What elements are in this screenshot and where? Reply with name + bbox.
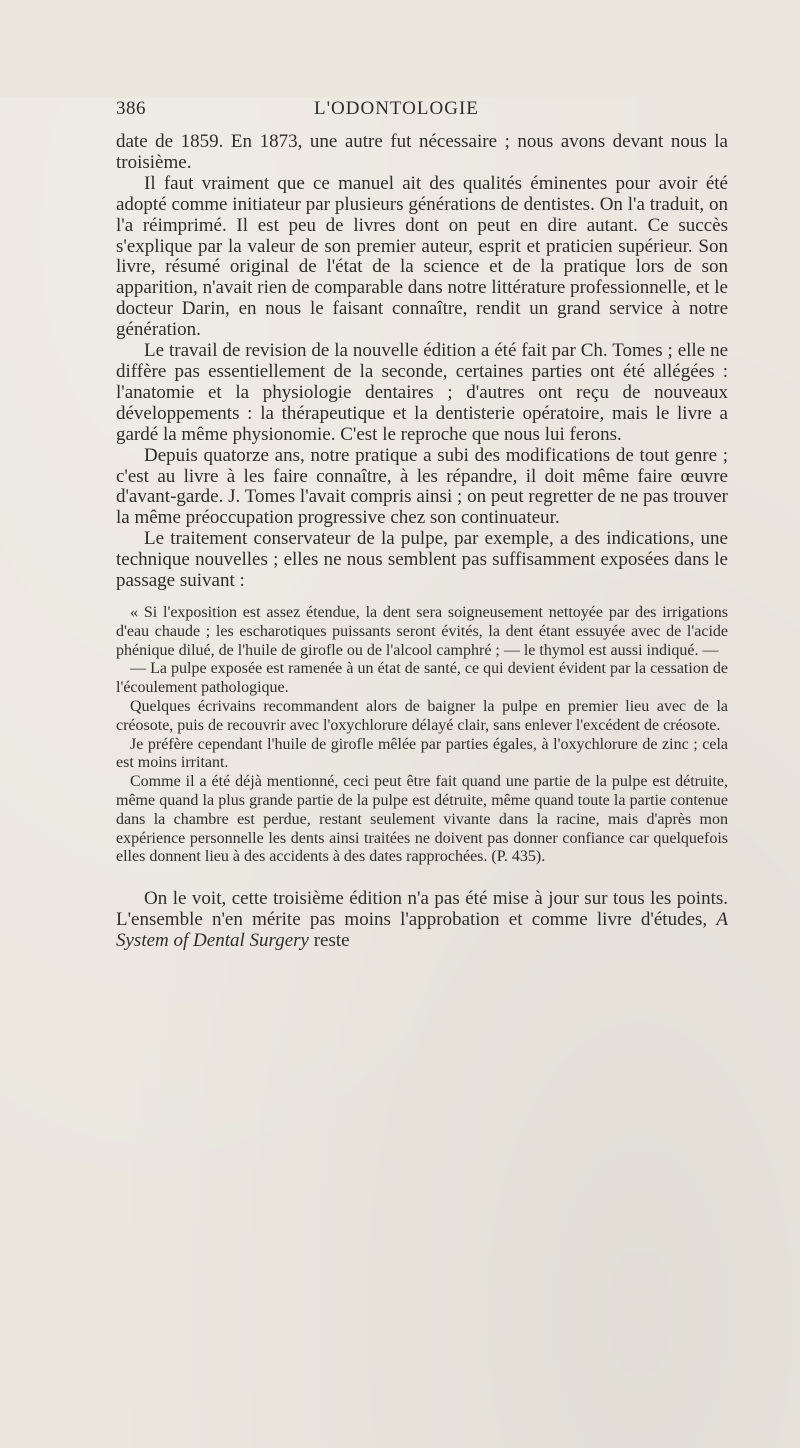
quote-paragraph: — La pulpe exposée est ramenée à un état de santé, ce qui devient évident par la cessation de l'écoulement pathologique.	[116, 660, 728, 697]
paragraph: Le traitement conservateur de la pulpe, par exemple, a des indications, une technique nouvelles ; elles ne nous semblent pas suffisamment exposées dans le passage suivant :	[116, 528, 728, 592]
page-header	[116, 98, 728, 128]
paragraph: Il faut vraiment que ce manuel ait des qualités éminentes pour avoir été adopté comme initiateur par plusieurs générations de dentistes. On l'a traduit, on l'a réimprimé. Il est peu de livres dont on peut en dire autant. Ce succès s'explique par la valeur de son premier auteur, esprit et praticien supérieur. Son livre, résumé original de l'état de la science et de la pratique lors de son apparition, n'avait rien de comparable dans notre littérature professionnelle, et le docteur Darin, en nous le faisant connaître, rendit un grand service à notre génération.	[116, 172, 728, 341]
quote-paragraph: Comme il a été déjà mentionné, ceci peut être fait quand une partie de la pulpe est détruite, même quand la plus grande partie de la pulpe est détruite, même quand toute la partie contenue dans la chambre est perdue, restant seulement vivante dans la racine, mais d'après mon expérience personnelle les dents ainsi traitées ne doivent pas donner confiance car quelquefois elles donnent lieu à des accidents à des dates rapprochées. (P. 435).	[116, 773, 728, 866]
paragraph: Depuis quatorze ans, notre pratique a subi des modifications de tout genre ; c'est au livre à les faire connaître, à les répandre, il doit même faire œuvre d'avant-garde. J. Tomes l'avait compris ainsi ; on peut regretter de ne pas trouver la même préoccupation progressive chez son continuateur.	[116, 444, 728, 529]
closing-text-end: reste	[308, 929, 350, 951]
closing-paragraph	[116, 889, 728, 952]
running-title: L'ODONTOLOGIE	[314, 98, 479, 119]
book-title: A System of Dental Surgery	[116, 909, 728, 951]
page	[0, 98, 800, 1448]
paragraph: Le travail de revision de la nouvelle édition a été fait par Ch. Tomes ; elle ne diffère pas essentiellement de la seconde, certaines parties ont été allégées : l'anatomie et la physiologie dentaires ; d'autres ont reçu de nouveaux développements : la thérapeutique et la dentisterie opératoire, mais le livre a gardé la même physionomie. C'est le reproche que nous lui ferons.	[116, 340, 728, 445]
paragraph: date de 1859. En 1873, une autre fut nécessaire ; nous avons devant nous la troisième.	[116, 131, 728, 173]
quote-paragraph: « Si l'exposition est assez étendue, la dent sera soigneusement nettoyée par des irrigations d'eau chaude ; les escharotiques puissants seront évités, la dent étant essuyée avec de l'acide phénique dilué, de l'huile de girofle ou de l'alcool camphré ; — le thymol est aussi indiqué. —	[116, 603, 728, 659]
page-number: 386	[116, 98, 146, 119]
paragraph	[116, 889, 728, 952]
quote-paragraph: Quelques écrivains recommandent alors de baigner la pulpe en premier lieu avec de la créosote, puis de recouvrir avec l'oxychlorure délayé clair, sans enlever l'excédent de créosote.	[116, 697, 728, 734]
closing-text: On le voit, cette troisième édition n'a pas été mise à jour sur tous les points. L'ensemble n'en mérite pas moins l'approbation et comme livre d'études,	[116, 888, 728, 930]
quoted-passage	[116, 604, 728, 867]
page-body	[116, 132, 728, 952]
quote-paragraph: Je préfère cependant l'huile de girofle mêlée par parties égales, à l'oxychlorure de zinc ; cela est moins irritant.	[116, 735, 728, 772]
